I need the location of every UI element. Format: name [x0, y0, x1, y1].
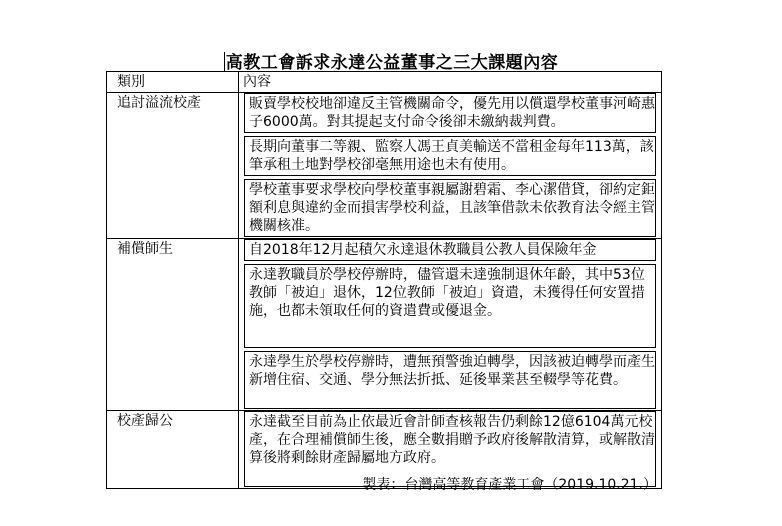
header-content: 內容	[239, 72, 662, 93]
content-item: 長期向董事二等親、監察人馮王貞美輸送不當租金每年113萬，該筆承租土地對學校卻毫無用途也未有使用。	[244, 136, 656, 176]
header-category: 類別	[107, 72, 239, 93]
content-cell	[239, 93, 662, 239]
content-cell	[239, 239, 662, 411]
category-cell: 追討溢流校產	[107, 93, 239, 239]
category-cell: 補償師生	[107, 239, 239, 411]
table-row	[107, 93, 662, 239]
content-item: 自2018年12月起積欠永達退休教職員公教人員保險年金	[244, 239, 656, 261]
content-item: 永達截至目前為止依最近會計師查核報告仍剩餘12億6104萬元校產，在合理補償師生後，應全數捐贈予政府後解散清算，或解散清算後將剩餘財產歸屬地方政府。	[244, 411, 656, 487]
table-header-row	[107, 72, 662, 93]
table-source-note: 製表：台灣高等教育產業工會（2019.10.21.）	[362, 477, 657, 493]
content-item: 永達教職員於學校停辦時，儘管還未達強制退休年齡，其中53位教師「被迫」退休，12位教師「被迫」資遣，未獲得任何安置措施，也都未領取任何的資遣費或優退金。	[244, 264, 656, 348]
content-item: 販賣學校校地卻違反主管機關命令，優先用以償還學校董事河崎惠子6000萬。對其提起支付命令後卻未繳納裁判費。	[244, 93, 656, 133]
text-cursor	[224, 52, 225, 71]
content-item: 學校董事要求學校向學校董事親屬謝碧霜、李心潔借貸，卻約定鉅額利息與違約金而損害學校利益，且該筆借款未依教育法令經主管機關核准。	[244, 179, 656, 237]
category-cell: 校產歸公	[107, 411, 239, 489]
table-row	[107, 239, 662, 411]
content-item: 永達學生於學校停辦時，遭無預警強迫轉學，因該被迫轉學而產生新增住宿、交通、學分無法折抵、延後畢業甚至輟學等花費。	[244, 351, 656, 409]
document-title: 高教工會訴求永達公益董事之三大課題內容	[225, 53, 559, 73]
issues-table	[106, 71, 662, 489]
